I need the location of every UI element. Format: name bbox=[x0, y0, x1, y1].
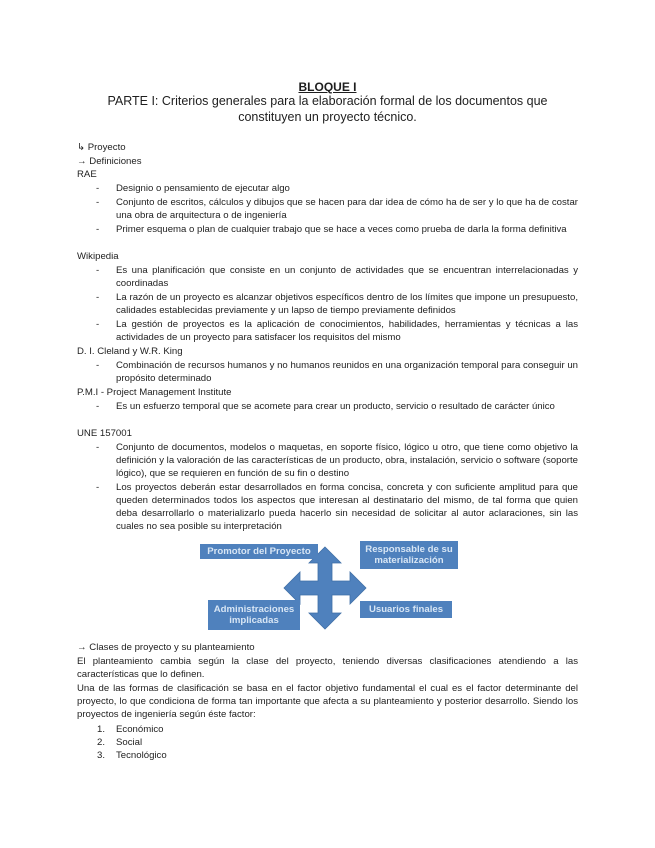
section-proyecto: ↳ Proyecto bbox=[77, 142, 126, 153]
stakeholders-diagram bbox=[195, 538, 460, 633]
une-item: Conjunto de documentos, modelos o maquetas, en soporte físico, lógico u otro, que tiene como objetivo la definición y la valoración de las características de un producto, obra, instalación, servicio o software (soporte lógico), que se requieren en función de su fin o destino bbox=[116, 442, 578, 479]
bullet-dash: - bbox=[96, 360, 100, 371]
bullet-dash: - bbox=[96, 319, 100, 330]
list-item: Tecnológico bbox=[116, 750, 167, 761]
bullet-dash: - bbox=[96, 265, 100, 276]
document-subtitle: PARTE I: Criterios generales para la elaboración formal de los documentos que constituyen un proyecto técnico. bbox=[107, 94, 548, 124]
list-number: 2. bbox=[97, 737, 106, 748]
promotor-box: Promotor del Proyecto bbox=[200, 544, 318, 559]
list-item: Social bbox=[116, 737, 143, 748]
une-item: Los proyectos deberán estar desarrollados en forma concisa, concreta y con suficiente amplitud para que queden determinados todos los aspectos que interesan al destinatario del mismo, de tal forma que quien deba desarrollarlo o materializarlo pueda hacerlo sin necesidad de solicitar al autor aclaraciones, sin las cuales no sea posible su interpretación bbox=[116, 482, 578, 532]
usuarios-box: Usuarios finales bbox=[360, 601, 452, 618]
bullet-dash: - bbox=[96, 224, 100, 235]
cleland-item: Combinación de recursos humanos y no humanos reunidos en una organización temporal para conseguir un propósito determinado bbox=[116, 360, 578, 384]
bullet-dash: - bbox=[96, 401, 100, 412]
section-definiciones: → Definiciones bbox=[77, 156, 142, 167]
document-title: BLOQUE I bbox=[298, 80, 357, 94]
wikipedia-heading: Wikipedia bbox=[77, 251, 119, 262]
bullet-dash: - bbox=[96, 292, 100, 303]
administraciones-box: Administraciones implicadas bbox=[208, 600, 300, 630]
bullet-dash: - bbox=[96, 482, 100, 493]
bullet-dash: - bbox=[96, 197, 100, 208]
wikipedia-item: Es una planificación que consiste en un conjunto de actividades que se encuentran interrelacionadas y coordinadas bbox=[116, 265, 578, 289]
wikipedia-item: La gestión de proyectos es la aplicación de conocimientos, habilidades, herramientas y técnicas a las actividades de un proyecto para satisfacer los requisitos del mismo bbox=[116, 319, 578, 343]
cleland-heading: D. I. Cleland y W.R. King bbox=[77, 346, 183, 357]
une-heading: UNE 157001 bbox=[77, 428, 132, 439]
list-item: Económico bbox=[116, 724, 164, 735]
responsable-box: Responsable de su materialización bbox=[360, 541, 458, 569]
rae-item: Designio o pensamiento de ejecutar algo bbox=[116, 183, 290, 194]
clases-heading: → Clases de proyecto y su planteamiento bbox=[77, 642, 255, 653]
rae-heading: RAE bbox=[77, 169, 97, 180]
list-number: 3. bbox=[97, 750, 106, 761]
rae-item: Conjunto de escritos, cálculos y dibujos que se hacen para dar idea de cómo ha de ser y lo que ha de costar una obra de arquitectura o de ingeniería bbox=[116, 197, 578, 221]
wikipedia-item: La razón de un proyecto es alcanzar objetivos específicos dentro de los límites que impone un presupuesto, calidades establecidas previamente y un lapso de tiempo previamente definidos bbox=[116, 292, 578, 316]
pmi-item: Es un esfuerzo temporal que se acomete para crear un producto, servicio o resultado de carácter único bbox=[116, 401, 555, 412]
rae-item: Primer esquema o plan de cualquier trabajo que se hace a veces como prueba de darla la forma definitiva bbox=[116, 224, 567, 235]
clases-paragraph-1: El planteamiento cambia según la clase del proyecto, teniendo diversas clasificaciones atendiendo a las características que lo definen. bbox=[77, 656, 578, 680]
list-number: 1. bbox=[97, 724, 106, 735]
pmi-heading: P.M.I - Project Management Institute bbox=[77, 387, 232, 398]
bullet-dash: - bbox=[96, 183, 100, 194]
bullet-dash: - bbox=[96, 442, 100, 453]
clases-paragraph-2: Una de las formas de clasificación se basa en el factor objetivo fundamental el cual es el factor determinante del proyecto, lo que condiciona de forma tan importante que afecta a su planteamiento y posterior desarrollo. Siendo los proyectos de ingeniería según éste factor: bbox=[77, 683, 578, 720]
